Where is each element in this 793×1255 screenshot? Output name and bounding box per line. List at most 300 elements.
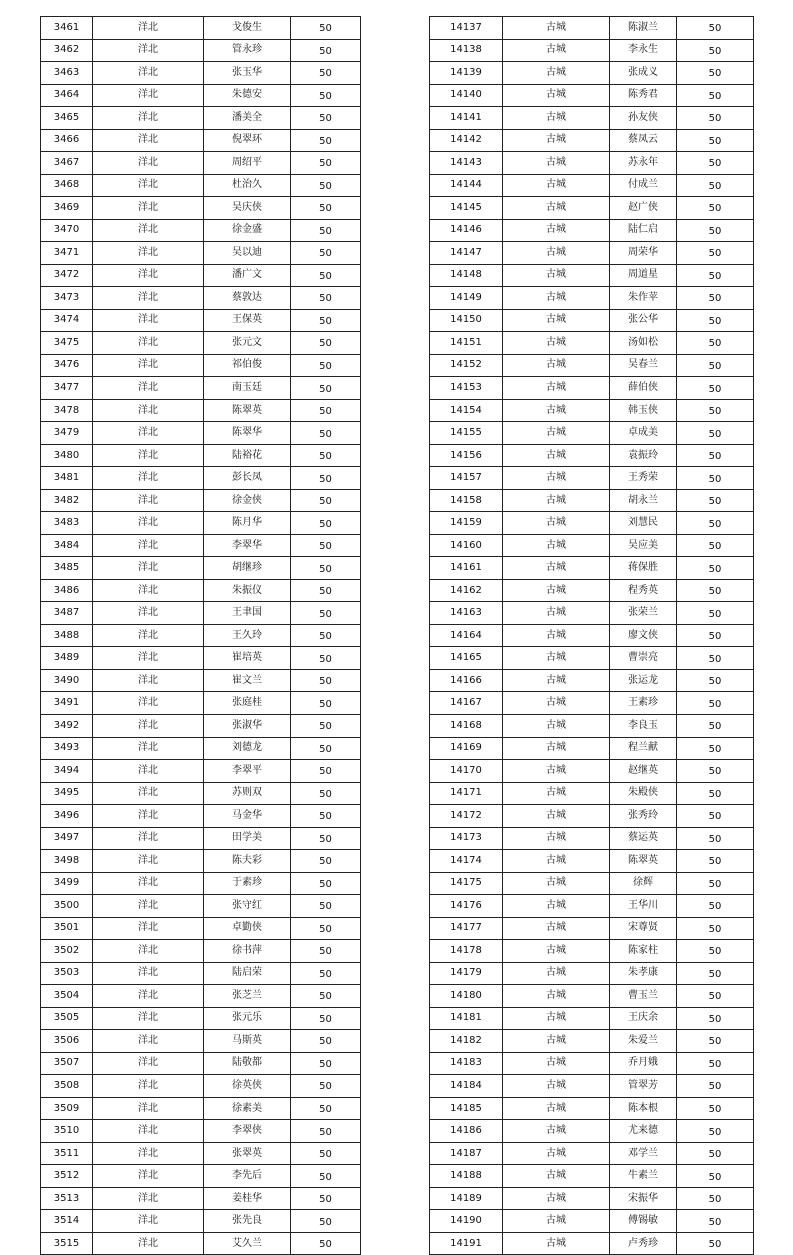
town-cell: 古城	[503, 1030, 610, 1053]
right-roster-body	[430, 17, 754, 1255]
id-cell: 3501	[41, 917, 93, 940]
table-row	[430, 1030, 754, 1053]
id-cell: 3475	[41, 332, 93, 355]
table-row	[430, 219, 754, 242]
name-cell: 胡继珍	[204, 557, 291, 580]
town-cell: 洋北	[93, 62, 204, 85]
name-cell: 程兰献	[610, 737, 677, 760]
town-cell: 洋北	[93, 512, 204, 535]
id-cell: 14191	[430, 1232, 503, 1255]
town-cell: 古城	[503, 940, 610, 963]
id-cell: 14165	[430, 647, 503, 670]
table-row	[41, 62, 361, 85]
score-cell: 50	[677, 940, 754, 963]
town-cell: 洋北	[93, 805, 204, 828]
name-cell: 赵继英	[610, 760, 677, 783]
id-cell: 3480	[41, 444, 93, 467]
town-cell: 洋北	[93, 129, 204, 152]
id-cell: 14151	[430, 332, 503, 355]
score-cell: 50	[677, 377, 754, 400]
town-cell: 古城	[503, 1007, 610, 1030]
id-cell: 14156	[430, 444, 503, 467]
id-cell: 3470	[41, 219, 93, 242]
id-cell: 14171	[430, 782, 503, 805]
id-cell: 3478	[41, 399, 93, 422]
table-row	[430, 1232, 754, 1255]
id-cell: 14149	[430, 287, 503, 310]
table-row	[41, 692, 361, 715]
id-cell: 3487	[41, 602, 93, 625]
score-cell: 50	[291, 602, 361, 625]
table-row	[41, 399, 361, 422]
name-cell: 牛素兰	[610, 1165, 677, 1188]
id-cell: 14185	[430, 1097, 503, 1120]
score-cell: 50	[291, 84, 361, 107]
table-row	[430, 242, 754, 265]
id-cell: 14182	[430, 1030, 503, 1053]
right-roster-table	[429, 16, 754, 1255]
town-cell: 古城	[503, 332, 610, 355]
id-cell: 14172	[430, 805, 503, 828]
town-cell: 古城	[503, 917, 610, 940]
town-cell: 古城	[503, 1210, 610, 1233]
table-row	[41, 1030, 361, 1053]
town-cell: 洋北	[93, 17, 204, 40]
id-cell: 3500	[41, 895, 93, 918]
score-cell: 50	[291, 647, 361, 670]
id-cell: 3513	[41, 1187, 93, 1210]
town-cell: 古城	[503, 62, 610, 85]
name-cell: 卓成美	[610, 422, 677, 445]
name-cell: 刘德龙	[204, 737, 291, 760]
town-cell: 古城	[503, 805, 610, 828]
score-cell: 50	[677, 264, 754, 287]
name-cell: 苏则双	[204, 782, 291, 805]
score-cell: 50	[291, 1232, 361, 1255]
table-row	[430, 985, 754, 1008]
score-cell: 50	[677, 1210, 754, 1233]
table-row	[430, 354, 754, 377]
name-cell: 张庭桂	[204, 692, 291, 715]
name-cell: 韩玉侠	[610, 399, 677, 422]
name-cell: 王久玲	[204, 624, 291, 647]
name-cell: 朱孝康	[610, 962, 677, 985]
name-cell: 陆敬都	[204, 1052, 291, 1075]
town-cell: 洋北	[93, 737, 204, 760]
score-cell: 50	[677, 354, 754, 377]
score-cell: 50	[291, 1052, 361, 1075]
score-cell: 50	[291, 62, 361, 85]
town-cell: 古城	[503, 129, 610, 152]
id-cell: 3488	[41, 624, 93, 647]
town-cell: 古城	[503, 782, 610, 805]
town-cell: 古城	[503, 1120, 610, 1143]
name-cell: 陈翠英	[204, 399, 291, 422]
id-cell: 14139	[430, 62, 503, 85]
name-cell: 徐辉	[610, 872, 677, 895]
name-cell: 宋振华	[610, 1187, 677, 1210]
id-cell: 14153	[430, 377, 503, 400]
score-cell: 50	[291, 985, 361, 1008]
table-row	[430, 62, 754, 85]
score-cell: 50	[677, 84, 754, 107]
town-cell: 古城	[503, 309, 610, 332]
score-cell: 50	[677, 760, 754, 783]
id-cell: 14177	[430, 917, 503, 940]
table-row	[430, 489, 754, 512]
town-cell: 古城	[503, 1142, 610, 1165]
town-cell: 古城	[503, 1165, 610, 1188]
score-cell: 50	[291, 377, 361, 400]
name-cell: 祁伯俊	[204, 354, 291, 377]
score-cell: 50	[291, 1120, 361, 1143]
name-cell: 曹崇亮	[610, 647, 677, 670]
name-cell: 陆仁启	[610, 219, 677, 242]
table-row	[41, 714, 361, 737]
score-cell: 50	[291, 805, 361, 828]
name-cell: 胡永兰	[610, 489, 677, 512]
table-row	[430, 895, 754, 918]
score-cell: 50	[677, 1187, 754, 1210]
score-cell: 50	[677, 1097, 754, 1120]
id-cell: 14161	[430, 557, 503, 580]
id-cell: 3486	[41, 579, 93, 602]
town-cell: 洋北	[93, 489, 204, 512]
town-cell: 洋北	[93, 152, 204, 175]
id-cell: 3469	[41, 197, 93, 220]
name-cell: 陈翠华	[204, 422, 291, 445]
score-cell: 50	[291, 557, 361, 580]
town-cell: 洋北	[93, 1097, 204, 1120]
name-cell: 陈本根	[610, 1097, 677, 1120]
name-cell: 张翠英	[204, 1142, 291, 1165]
score-cell: 50	[291, 444, 361, 467]
name-cell: 卢秀珍	[610, 1232, 677, 1255]
score-cell: 50	[291, 287, 361, 310]
id-cell: 14155	[430, 422, 503, 445]
name-cell: 周荣华	[610, 242, 677, 265]
name-cell: 徐金侠	[204, 489, 291, 512]
table-row	[41, 962, 361, 985]
score-cell: 50	[291, 714, 361, 737]
name-cell: 陈夫彩	[204, 850, 291, 873]
name-cell: 陈月华	[204, 512, 291, 535]
score-cell: 50	[677, 895, 754, 918]
table-row	[41, 805, 361, 828]
score-cell: 50	[291, 399, 361, 422]
id-cell: 14174	[430, 850, 503, 873]
table-row	[41, 647, 361, 670]
name-cell: 王秀荣	[610, 467, 677, 490]
town-cell: 古城	[503, 872, 610, 895]
town-cell: 洋北	[93, 377, 204, 400]
town-cell: 古城	[503, 242, 610, 265]
score-cell: 50	[291, 242, 361, 265]
name-cell: 蔡运英	[610, 827, 677, 850]
score-cell: 50	[677, 62, 754, 85]
table-row	[41, 377, 361, 400]
score-cell: 50	[677, 737, 754, 760]
name-cell: 邓学兰	[610, 1142, 677, 1165]
town-cell: 古城	[503, 399, 610, 422]
town-cell: 洋北	[93, 1120, 204, 1143]
score-cell: 50	[677, 917, 754, 940]
table-row	[430, 377, 754, 400]
table-row	[430, 39, 754, 62]
score-cell: 50	[291, 219, 361, 242]
town-cell: 洋北	[93, 422, 204, 445]
id-cell: 3492	[41, 714, 93, 737]
table-row	[41, 872, 361, 895]
score-cell: 50	[291, 895, 361, 918]
id-cell: 3491	[41, 692, 93, 715]
table-row	[430, 1097, 754, 1120]
town-cell: 洋北	[93, 760, 204, 783]
name-cell: 戈俊生	[204, 17, 291, 40]
table-row	[430, 1120, 754, 1143]
table-row	[41, 17, 361, 40]
town-cell: 洋北	[93, 309, 204, 332]
table-row	[430, 782, 754, 805]
id-cell: 14162	[430, 579, 503, 602]
table-row	[41, 489, 361, 512]
score-cell: 50	[677, 692, 754, 715]
score-cell: 50	[291, 962, 361, 985]
town-cell: 古城	[503, 714, 610, 737]
id-cell: 3485	[41, 557, 93, 580]
score-cell: 50	[291, 152, 361, 175]
name-cell: 朱作苹	[610, 287, 677, 310]
town-cell: 古城	[503, 985, 610, 1008]
table-row	[430, 152, 754, 175]
id-cell: 14179	[430, 962, 503, 985]
name-cell: 廖文侠	[610, 624, 677, 647]
table-row	[430, 647, 754, 670]
score-cell: 50	[677, 332, 754, 355]
town-cell: 古城	[503, 174, 610, 197]
id-cell: 3479	[41, 422, 93, 445]
id-cell: 14138	[430, 39, 503, 62]
score-cell: 50	[677, 872, 754, 895]
id-cell: 3502	[41, 940, 93, 963]
town-cell: 洋北	[93, 782, 204, 805]
town-cell: 洋北	[93, 962, 204, 985]
name-cell: 朱德安	[204, 84, 291, 107]
id-cell: 14178	[430, 940, 503, 963]
town-cell: 古城	[503, 1097, 610, 1120]
id-cell: 3511	[41, 1142, 93, 1165]
id-cell: 14158	[430, 489, 503, 512]
table-row	[41, 1052, 361, 1075]
town-cell: 古城	[503, 264, 610, 287]
name-cell: 陈淑兰	[610, 17, 677, 40]
town-cell: 古城	[503, 1232, 610, 1255]
name-cell: 彭长凤	[204, 467, 291, 490]
table-row	[41, 1097, 361, 1120]
town-cell: 洋北	[93, 1210, 204, 1233]
name-cell: 赵广侠	[610, 197, 677, 220]
score-cell: 50	[677, 827, 754, 850]
table-row	[430, 512, 754, 535]
score-cell: 50	[677, 399, 754, 422]
name-cell: 吴应美	[610, 534, 677, 557]
id-cell: 14173	[430, 827, 503, 850]
town-cell: 洋北	[93, 467, 204, 490]
name-cell: 汤如松	[610, 332, 677, 355]
id-cell: 3507	[41, 1052, 93, 1075]
table-row	[41, 557, 361, 580]
table-row	[41, 264, 361, 287]
table-row	[41, 602, 361, 625]
score-cell: 50	[677, 805, 754, 828]
table-row	[41, 174, 361, 197]
town-cell: 洋北	[93, 107, 204, 130]
name-cell: 周绍平	[204, 152, 291, 175]
table-row	[41, 354, 361, 377]
table-row	[430, 467, 754, 490]
name-cell: 潘广文	[204, 264, 291, 287]
town-cell: 洋北	[93, 669, 204, 692]
id-cell: 3472	[41, 264, 93, 287]
score-cell: 50	[677, 489, 754, 512]
town-cell: 古城	[503, 152, 610, 175]
table-row	[430, 850, 754, 873]
score-cell: 50	[677, 1052, 754, 1075]
name-cell: 李良玉	[610, 714, 677, 737]
id-cell: 3503	[41, 962, 93, 985]
id-cell: 3474	[41, 309, 93, 332]
town-cell: 洋北	[93, 39, 204, 62]
table-row	[430, 107, 754, 130]
town-cell: 洋北	[93, 354, 204, 377]
name-cell: 尤来德	[610, 1120, 677, 1143]
town-cell: 古城	[503, 512, 610, 535]
score-cell: 50	[291, 354, 361, 377]
table-row	[41, 197, 361, 220]
id-cell: 3498	[41, 850, 93, 873]
town-cell: 洋北	[93, 1165, 204, 1188]
town-cell: 古城	[503, 489, 610, 512]
table-row	[41, 782, 361, 805]
id-cell: 14188	[430, 1165, 503, 1188]
left-roster-table	[40, 16, 361, 1255]
id-cell: 3510	[41, 1120, 93, 1143]
id-cell: 3467	[41, 152, 93, 175]
table-row	[430, 1075, 754, 1098]
table-row	[430, 760, 754, 783]
name-cell: 徐素美	[204, 1097, 291, 1120]
score-cell: 50	[291, 760, 361, 783]
table-row	[430, 1187, 754, 1210]
town-cell: 洋北	[93, 647, 204, 670]
id-cell: 3506	[41, 1030, 93, 1053]
table-row	[41, 84, 361, 107]
id-cell: 14169	[430, 737, 503, 760]
score-cell: 50	[291, 737, 361, 760]
id-cell: 14160	[430, 534, 503, 557]
name-cell: 乔月娥	[610, 1052, 677, 1075]
table-row	[41, 624, 361, 647]
name-cell: 张秀玲	[610, 805, 677, 828]
table-row	[41, 422, 361, 445]
score-cell: 50	[677, 174, 754, 197]
id-cell: 3482	[41, 489, 93, 512]
score-cell: 50	[291, 1210, 361, 1233]
town-cell: 洋北	[93, 557, 204, 580]
table-row	[41, 1142, 361, 1165]
table-row	[41, 467, 361, 490]
id-cell: 3466	[41, 129, 93, 152]
table-row	[430, 805, 754, 828]
score-cell: 50	[677, 129, 754, 152]
score-cell: 50	[291, 1007, 361, 1030]
town-cell: 古城	[503, 219, 610, 242]
table-row	[41, 1075, 361, 1098]
score-cell: 50	[677, 782, 754, 805]
table-row	[41, 1165, 361, 1188]
name-cell: 陈家柱	[610, 940, 677, 963]
name-cell: 张芝兰	[204, 985, 291, 1008]
score-cell: 50	[677, 309, 754, 332]
score-cell: 50	[291, 422, 361, 445]
id-cell: 14190	[430, 1210, 503, 1233]
name-cell: 姜桂华	[204, 1187, 291, 1210]
name-cell: 崔文兰	[204, 669, 291, 692]
score-cell: 50	[677, 1232, 754, 1255]
town-cell: 洋北	[93, 1075, 204, 1098]
score-cell: 50	[291, 534, 361, 557]
id-cell: 3505	[41, 1007, 93, 1030]
table-row	[430, 399, 754, 422]
name-cell: 南玉廷	[204, 377, 291, 400]
score-cell: 50	[291, 624, 361, 647]
table-row	[430, 940, 754, 963]
table-row	[430, 534, 754, 557]
id-cell: 14180	[430, 985, 503, 1008]
id-cell: 14159	[430, 512, 503, 535]
id-cell: 14189	[430, 1187, 503, 1210]
id-cell: 14154	[430, 399, 503, 422]
name-cell: 苏永年	[610, 152, 677, 175]
name-cell: 马金华	[204, 805, 291, 828]
score-cell: 50	[677, 1007, 754, 1030]
score-cell: 50	[677, 1142, 754, 1165]
score-cell: 50	[291, 872, 361, 895]
town-cell: 洋北	[93, 287, 204, 310]
id-cell: 14148	[430, 264, 503, 287]
table-row	[430, 309, 754, 332]
name-cell: 傅锡敏	[610, 1210, 677, 1233]
name-cell: 管翠芳	[610, 1075, 677, 1098]
town-cell: 古城	[503, 827, 610, 850]
id-cell: 3494	[41, 760, 93, 783]
score-cell: 50	[677, 1120, 754, 1143]
id-cell: 14186	[430, 1120, 503, 1143]
id-cell: 3461	[41, 17, 93, 40]
town-cell: 古城	[503, 647, 610, 670]
id-cell: 14183	[430, 1052, 503, 1075]
name-cell: 刘慧民	[610, 512, 677, 535]
id-cell: 3508	[41, 1075, 93, 1098]
left-roster-body	[41, 17, 361, 1255]
name-cell: 陆启荣	[204, 962, 291, 985]
score-cell: 50	[677, 1075, 754, 1098]
table-row	[430, 264, 754, 287]
town-cell: 洋北	[93, 534, 204, 557]
town-cell: 古城	[503, 602, 610, 625]
name-cell: 袁振玲	[610, 444, 677, 467]
score-cell: 50	[677, 17, 754, 40]
